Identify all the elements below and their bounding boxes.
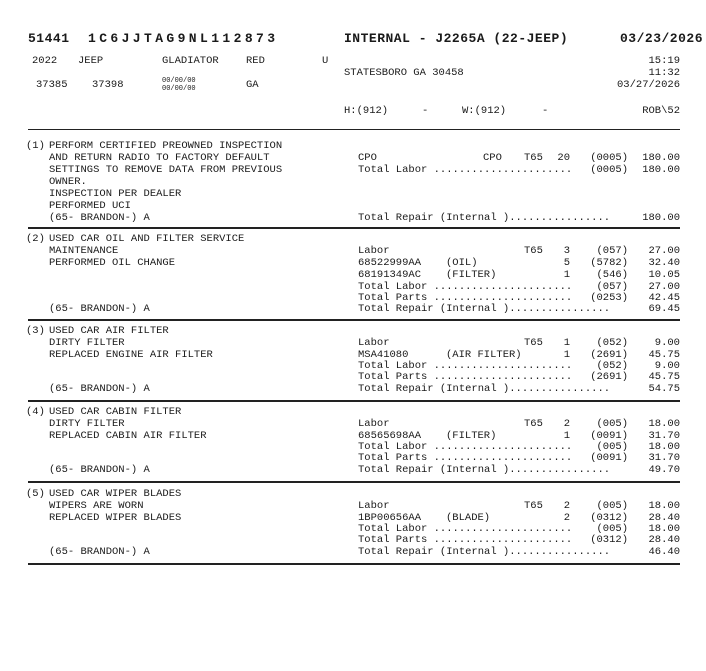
total-repair: Total Repair (Internal )................ — [358, 383, 611, 395]
line-code: (546) — [596, 269, 628, 281]
work-phone-dash: - — [542, 105, 549, 117]
vehicle-flag: U — [322, 55, 329, 67]
line-code: (0312) — [590, 512, 628, 524]
line-code: (0091) — [590, 430, 628, 442]
line-qty: 20 — [557, 152, 570, 164]
job-desc-line: USED CAR AIR FILTER — [49, 325, 169, 337]
line-amount: 180.00 — [642, 164, 680, 176]
job-technician: (65- BRANDON-) A — [49, 383, 150, 395]
vehicle-color: RED — [246, 55, 265, 67]
job-desc-line: DIRTY FILTER — [49, 418, 125, 430]
job-desc-line: INSPECTION PER DEALER — [49, 188, 182, 200]
part-desc: (FILTER) — [446, 269, 497, 281]
line-tech: T65 — [524, 152, 543, 164]
total-parts: Total Parts ...................... — [358, 534, 573, 546]
divider — [28, 400, 680, 402]
divider-top — [28, 129, 680, 130]
line-code: (0005) — [590, 152, 628, 164]
line-code: (0253) — [590, 292, 628, 304]
total-repair: Total Repair (Internal )................ — [358, 212, 611, 224]
part-desc: (BLADE) — [446, 512, 491, 524]
vehicle-make: JEEP — [78, 55, 104, 67]
part-number: 68565698AA — [358, 430, 422, 442]
date-open: 03/23/2026 — [620, 31, 704, 46]
line-code: (052) — [596, 360, 628, 372]
part-number: 68191349AC — [358, 269, 422, 281]
line-item: Labor — [358, 500, 390, 512]
small-date-2: 00/00/00 — [162, 85, 196, 93]
work-phone: W:(912) — [462, 105, 507, 117]
line-item: CPO — [358, 152, 377, 164]
job-desc-line: PERFORMED OIL CHANGE — [49, 257, 176, 269]
line-amount: 10.05 — [648, 269, 680, 281]
job-desc-line: REPLACED CABIN AIR FILTER — [49, 430, 207, 442]
job-number: (4) — [26, 406, 45, 418]
line-code: (005) — [596, 523, 628, 535]
total-labor: Total Labor ...................... — [358, 441, 573, 453]
state: GA — [246, 79, 259, 91]
vehicle-model: GLADIATOR — [162, 55, 219, 67]
divider — [28, 319, 680, 321]
small-date-1: 00/00/00 — [162, 77, 196, 85]
part-number: 1BP00656AA — [358, 512, 422, 524]
line-op-code: CPO — [483, 152, 502, 164]
line-item: Labor — [358, 418, 390, 430]
line-qty: 2 — [563, 512, 570, 524]
rob-code: ROB\52 — [642, 105, 680, 117]
part-desc: (FILTER) — [446, 430, 497, 442]
job-number: (3) — [26, 325, 45, 337]
divider — [28, 227, 680, 229]
total-labor: Total Labor ...................... — [358, 164, 573, 176]
job-desc-line: REPLACED WIPER BLADES — [49, 512, 182, 524]
line-amount: 18.00 — [648, 418, 680, 430]
job-desc-line: USED CAR OIL AND FILTER SERVICE — [49, 233, 245, 245]
line-amount: 28.40 — [648, 512, 680, 524]
total-labor: Total Labor ...................... — [358, 523, 573, 535]
ro-number: 51441 — [28, 31, 70, 46]
line-qty: 2 — [563, 500, 570, 512]
line-tech: T65 — [524, 418, 543, 430]
line-amount: 9.00 — [654, 337, 680, 349]
job-desc-line: PERFORM CERTIFIED PREOWNED INSPECTION — [49, 140, 283, 152]
job-technician: (65- BRANDON-) A — [49, 464, 150, 476]
line-amount: 28.40 — [648, 534, 680, 546]
line-qty: 1 — [563, 337, 570, 349]
total-parts: Total Parts ...................... — [358, 371, 573, 383]
line-amount: 45.75 — [648, 349, 680, 361]
line-code: (5782) — [590, 257, 628, 269]
line-amount: 18.00 — [648, 500, 680, 512]
line-code: (057) — [596, 245, 628, 257]
line-code: (0091) — [590, 452, 628, 464]
total-labor: Total Labor ...................... — [358, 360, 573, 372]
job-desc-line: USED CAR CABIN FILTER — [49, 406, 182, 418]
total-parts: Total Parts ...................... — [358, 292, 573, 304]
job-desc-line: AND RETURN RADIO TO FACTORY DEFAULT — [49, 152, 270, 164]
line-amount: 180.00 — [642, 152, 680, 164]
line-qty: 1 — [563, 349, 570, 361]
job-number: (5) — [26, 488, 45, 500]
line-code: (005) — [596, 418, 628, 430]
part-number: MSA41080 — [358, 349, 409, 361]
part-number: 68522999AA — [358, 257, 422, 269]
line-code: (0005) — [590, 164, 628, 176]
line-qty: 1 — [563, 269, 570, 281]
total-repair: Total Repair (Internal )................ — [358, 464, 611, 476]
date-close: 03/27/2026 — [616, 79, 680, 91]
total-repair-amount: 69.45 — [648, 303, 680, 315]
line-code: (057) — [596, 281, 628, 293]
city-state-zip: STATESBORO GA 30458 — [344, 67, 464, 79]
job-desc-line: WIPERS ARE WORN — [49, 500, 144, 512]
home-phone-dash: - — [422, 105, 429, 117]
line-qty: 3 — [563, 245, 570, 257]
total-repair: Total Repair (Internal )................ — [358, 546, 611, 558]
divider — [28, 481, 680, 483]
time-1: 15:19 — [648, 55, 680, 67]
total-labor: Total Labor ...................... — [358, 281, 573, 293]
line-amount: 31.70 — [648, 430, 680, 442]
vin: 1C6JJTAG9NL112873 — [88, 31, 279, 46]
line-amount: 45.75 — [648, 371, 680, 383]
job-desc-line: SETTINGS TO REMOVE DATA FROM PREVIOUS — [49, 164, 283, 176]
line-code: (2691) — [590, 371, 628, 383]
total-repair-amount: 180.00 — [642, 212, 680, 224]
job-technician: (65- BRANDON-) A — [49, 303, 150, 315]
divider-bottom — [28, 563, 680, 565]
line-code: (052) — [596, 337, 628, 349]
total-repair: Total Repair (Internal )................ — [358, 303, 611, 315]
line-qty: 5 — [563, 257, 570, 269]
job-technician: (65- BRANDON-) A — [49, 546, 150, 558]
job-number: (2) — [26, 233, 45, 245]
job-technician: (65- BRANDON-) A — [49, 212, 150, 224]
part-desc: (OIL) — [446, 257, 478, 269]
mileage-out: 37398 — [92, 79, 124, 91]
job-desc-line: REPLACED ENGINE AIR FILTER — [49, 349, 213, 361]
line-item: Labor — [358, 337, 390, 349]
line-qty: 2 — [563, 418, 570, 430]
line-amount: 32.40 — [648, 257, 680, 269]
vehicle-year: 2022 — [32, 55, 58, 67]
job-desc-line: USED CAR WIPER BLADES — [49, 488, 182, 500]
total-repair-amount: 46.40 — [648, 546, 680, 558]
line-amount: 31.70 — [648, 452, 680, 464]
line-amount: 9.00 — [654, 360, 680, 372]
line-tech: T65 — [524, 337, 543, 349]
line-code: (0312) — [590, 534, 628, 546]
line-amount: 27.00 — [648, 281, 680, 293]
line-amount: 18.00 — [648, 441, 680, 453]
job-desc-line: MAINTENANCE — [49, 245, 119, 257]
line-tech: T65 — [524, 500, 543, 512]
home-phone: H:(912) — [344, 105, 389, 117]
line-item: Labor — [358, 245, 390, 257]
total-repair-amount: 49.70 — [648, 464, 680, 476]
internal-account: INTERNAL - J2265A (22-JEEP) — [344, 31, 569, 46]
job-desc-line: DIRTY FILTER — [49, 337, 125, 349]
time-2: 11:32 — [648, 67, 680, 79]
job-number: (1) — [26, 140, 45, 152]
line-tech: T65 — [524, 245, 543, 257]
job-desc-line: OWNER. — [49, 176, 87, 188]
mileage-in: 37385 — [36, 79, 68, 91]
line-code: (2691) — [590, 349, 628, 361]
job-desc-line: PERFORMED UCI — [49, 200, 131, 212]
total-repair-amount: 54.75 — [648, 383, 680, 395]
line-amount: 27.00 — [648, 245, 680, 257]
part-desc: (AIR FILTER) — [446, 349, 522, 361]
line-code: (005) — [596, 441, 628, 453]
line-amount: 18.00 — [648, 523, 680, 535]
line-qty: 1 — [563, 430, 570, 442]
line-code: (005) — [596, 500, 628, 512]
total-parts: Total Parts ...................... — [358, 452, 573, 464]
line-amount: 42.45 — [648, 292, 680, 304]
